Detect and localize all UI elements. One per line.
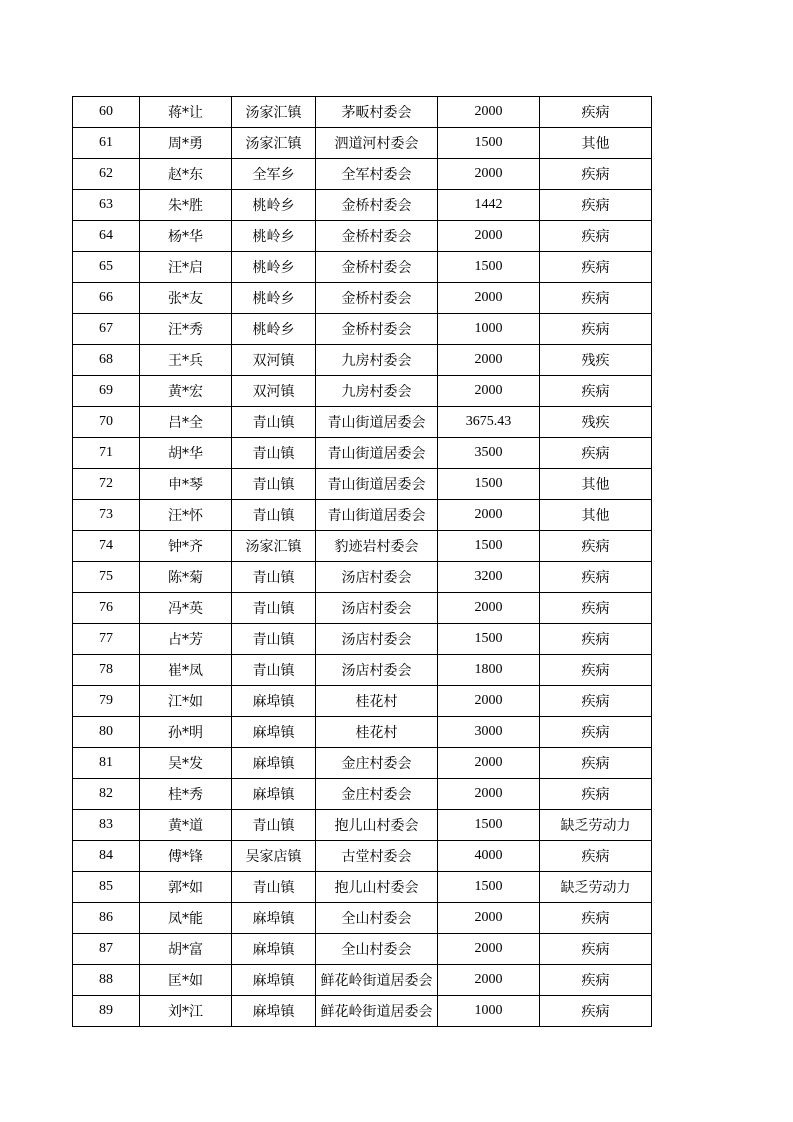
village-committee-cell: 茅畈村委会 — [316, 97, 438, 128]
row-number-cell: 79 — [73, 686, 140, 717]
township-cell: 麻埠镇 — [232, 965, 316, 996]
row-number-cell: 61 — [73, 128, 140, 159]
township-cell: 麻埠镇 — [232, 903, 316, 934]
amount-cell: 2000 — [438, 965, 540, 996]
township-cell: 青山镇 — [232, 500, 316, 531]
amount-cell: 2000 — [438, 345, 540, 376]
amount-cell: 1500 — [438, 872, 540, 903]
table-row — [73, 841, 652, 872]
table-row — [73, 593, 652, 624]
person-name-cell: 周*勇 — [140, 128, 232, 159]
table-row — [73, 996, 652, 1027]
person-name-cell: 杨*华 — [140, 221, 232, 252]
amount-cell: 2000 — [438, 221, 540, 252]
reason-cell: 疾病 — [540, 996, 652, 1027]
village-committee-cell: 金桥村委会 — [316, 252, 438, 283]
person-name-cell: 申*琴 — [140, 469, 232, 500]
row-number-cell: 72 — [73, 469, 140, 500]
person-name-cell: 汪*启 — [140, 252, 232, 283]
person-name-cell: 胡*华 — [140, 438, 232, 469]
row-number-cell: 82 — [73, 779, 140, 810]
table-row — [73, 345, 652, 376]
village-committee-cell: 抱儿山村委会 — [316, 872, 438, 903]
row-number-cell: 87 — [73, 934, 140, 965]
row-number-cell: 86 — [73, 903, 140, 934]
reason-cell: 疾病 — [540, 624, 652, 655]
amount-cell: 1800 — [438, 655, 540, 686]
village-committee-cell: 抱儿山村委会 — [316, 810, 438, 841]
table-row — [73, 748, 652, 779]
reason-cell: 疾病 — [540, 221, 652, 252]
township-cell: 吴家店镇 — [232, 841, 316, 872]
village-committee-cell: 鲜花岭街道居委会 — [316, 965, 438, 996]
amount-cell: 2000 — [438, 748, 540, 779]
person-name-cell: 占*芳 — [140, 624, 232, 655]
township-cell: 双河镇 — [232, 345, 316, 376]
township-cell: 麻埠镇 — [232, 748, 316, 779]
amount-cell: 2000 — [438, 376, 540, 407]
village-committee-cell: 金桥村委会 — [316, 190, 438, 221]
table-row — [73, 531, 652, 562]
township-cell: 麻埠镇 — [232, 717, 316, 748]
table-row — [73, 903, 652, 934]
row-number-cell: 85 — [73, 872, 140, 903]
township-cell: 青山镇 — [232, 469, 316, 500]
amount-cell: 1000 — [438, 314, 540, 345]
reason-cell: 疾病 — [540, 376, 652, 407]
person-name-cell: 凤*能 — [140, 903, 232, 934]
township-cell: 青山镇 — [232, 562, 316, 593]
reason-cell: 疾病 — [540, 717, 652, 748]
village-committee-cell: 古堂村委会 — [316, 841, 438, 872]
village-committee-cell: 豹迹岩村委会 — [316, 531, 438, 562]
reason-cell: 疾病 — [540, 593, 652, 624]
row-number-cell: 81 — [73, 748, 140, 779]
reason-cell: 其他 — [540, 128, 652, 159]
township-cell: 青山镇 — [232, 438, 316, 469]
reason-cell: 缺乏劳动力 — [540, 810, 652, 841]
row-number-cell: 68 — [73, 345, 140, 376]
table-row — [73, 965, 652, 996]
row-number-cell: 76 — [73, 593, 140, 624]
township-cell: 青山镇 — [232, 624, 316, 655]
table-row — [73, 314, 652, 345]
person-name-cell: 汪*怀 — [140, 500, 232, 531]
table-row — [73, 872, 652, 903]
row-number-cell: 64 — [73, 221, 140, 252]
person-name-cell: 吴*发 — [140, 748, 232, 779]
row-number-cell: 69 — [73, 376, 140, 407]
row-number-cell: 88 — [73, 965, 140, 996]
village-committee-cell: 青山街道居委会 — [316, 500, 438, 531]
village-committee-cell: 金庄村委会 — [316, 779, 438, 810]
person-name-cell: 朱*胜 — [140, 190, 232, 221]
person-name-cell: 傅*锋 — [140, 841, 232, 872]
township-cell: 桃岭乡 — [232, 283, 316, 314]
table-row — [73, 686, 652, 717]
person-name-cell: 吕*全 — [140, 407, 232, 438]
village-committee-cell: 鲜花岭街道居委会 — [316, 996, 438, 1027]
village-committee-cell: 桂花村 — [316, 717, 438, 748]
township-cell: 桃岭乡 — [232, 252, 316, 283]
reason-cell: 疾病 — [540, 97, 652, 128]
reason-cell: 疾病 — [540, 562, 652, 593]
amount-cell: 1500 — [438, 531, 540, 562]
village-committee-cell: 全军村委会 — [316, 159, 438, 190]
township-cell: 汤家汇镇 — [232, 128, 316, 159]
row-number-cell: 65 — [73, 252, 140, 283]
village-committee-cell: 青山街道居委会 — [316, 438, 438, 469]
amount-cell: 2000 — [438, 779, 540, 810]
table-row — [73, 624, 652, 655]
table-row — [73, 97, 652, 128]
person-name-cell: 刘*江 — [140, 996, 232, 1027]
reason-cell: 残疾 — [540, 407, 652, 438]
table-row — [73, 252, 652, 283]
table-row — [73, 376, 652, 407]
reason-cell: 疾病 — [540, 965, 652, 996]
person-name-cell: 黄*宏 — [140, 376, 232, 407]
amount-cell: 1500 — [438, 252, 540, 283]
amount-cell: 1500 — [438, 469, 540, 500]
amount-cell: 4000 — [438, 841, 540, 872]
reason-cell: 疾病 — [540, 779, 652, 810]
reason-cell: 缺乏劳动力 — [540, 872, 652, 903]
row-number-cell: 77 — [73, 624, 140, 655]
person-name-cell: 冯*英 — [140, 593, 232, 624]
village-committee-cell: 汤店村委会 — [316, 562, 438, 593]
reason-cell: 疾病 — [540, 686, 652, 717]
row-number-cell: 78 — [73, 655, 140, 686]
reason-cell: 疾病 — [540, 655, 652, 686]
person-name-cell: 郭*如 — [140, 872, 232, 903]
row-number-cell: 60 — [73, 97, 140, 128]
table-row — [73, 717, 652, 748]
village-committee-cell: 金桥村委会 — [316, 314, 438, 345]
person-name-cell: 黄*道 — [140, 810, 232, 841]
relief-table — [72, 96, 652, 1027]
relief-table-container — [72, 96, 651, 1027]
row-number-cell: 80 — [73, 717, 140, 748]
village-committee-cell: 桂花村 — [316, 686, 438, 717]
reason-cell: 疾病 — [540, 314, 652, 345]
township-cell: 麻埠镇 — [232, 686, 316, 717]
amount-cell: 2000 — [438, 593, 540, 624]
amount-cell: 3675.43 — [438, 407, 540, 438]
row-number-cell: 74 — [73, 531, 140, 562]
township-cell: 汤家汇镇 — [232, 531, 316, 562]
township-cell: 麻埠镇 — [232, 779, 316, 810]
township-cell: 青山镇 — [232, 655, 316, 686]
township-cell: 麻埠镇 — [232, 996, 316, 1027]
row-number-cell: 71 — [73, 438, 140, 469]
reason-cell: 疾病 — [540, 841, 652, 872]
person-name-cell: 陈*菊 — [140, 562, 232, 593]
reason-cell: 残疾 — [540, 345, 652, 376]
table-row — [73, 469, 652, 500]
amount-cell: 2000 — [438, 934, 540, 965]
reason-cell: 疾病 — [540, 934, 652, 965]
amount-cell: 1442 — [438, 190, 540, 221]
row-number-cell: 67 — [73, 314, 140, 345]
village-committee-cell: 九房村委会 — [316, 376, 438, 407]
township-cell: 汤家汇镇 — [232, 97, 316, 128]
table-row — [73, 283, 652, 314]
table-row — [73, 159, 652, 190]
table-row — [73, 779, 652, 810]
amount-cell: 1500 — [438, 128, 540, 159]
village-committee-cell: 金庄村委会 — [316, 748, 438, 779]
village-committee-cell: 汤店村委会 — [316, 624, 438, 655]
amount-cell: 1500 — [438, 810, 540, 841]
township-cell: 青山镇 — [232, 810, 316, 841]
row-number-cell: 62 — [73, 159, 140, 190]
amount-cell: 1000 — [438, 996, 540, 1027]
reason-cell: 疾病 — [540, 159, 652, 190]
reason-cell: 疾病 — [540, 283, 652, 314]
village-committee-cell: 九房村委会 — [316, 345, 438, 376]
reason-cell: 疾病 — [540, 438, 652, 469]
amount-cell: 1500 — [438, 624, 540, 655]
township-cell: 全军乡 — [232, 159, 316, 190]
township-cell: 麻埠镇 — [232, 934, 316, 965]
table-row — [73, 934, 652, 965]
person-name-cell: 匡*如 — [140, 965, 232, 996]
township-cell: 青山镇 — [232, 593, 316, 624]
village-committee-cell: 汤店村委会 — [316, 655, 438, 686]
table-row — [73, 221, 652, 252]
table-row — [73, 190, 652, 221]
row-number-cell: 70 — [73, 407, 140, 438]
person-name-cell: 蒋*让 — [140, 97, 232, 128]
amount-cell: 3200 — [438, 562, 540, 593]
amount-cell: 3000 — [438, 717, 540, 748]
township-cell: 桃岭乡 — [232, 190, 316, 221]
reason-cell: 疾病 — [540, 252, 652, 283]
table-body — [73, 97, 652, 1027]
reason-cell: 其他 — [540, 500, 652, 531]
village-committee-cell: 汤店村委会 — [316, 593, 438, 624]
village-committee-cell: 青山街道居委会 — [316, 469, 438, 500]
amount-cell: 3500 — [438, 438, 540, 469]
amount-cell: 2000 — [438, 283, 540, 314]
village-committee-cell: 青山街道居委会 — [316, 407, 438, 438]
row-number-cell: 63 — [73, 190, 140, 221]
reason-cell: 其他 — [540, 469, 652, 500]
table-row — [73, 500, 652, 531]
amount-cell: 2000 — [438, 903, 540, 934]
village-committee-cell: 全山村委会 — [316, 934, 438, 965]
person-name-cell: 江*如 — [140, 686, 232, 717]
table-row — [73, 562, 652, 593]
table-row — [73, 810, 652, 841]
reason-cell: 疾病 — [540, 748, 652, 779]
row-number-cell: 84 — [73, 841, 140, 872]
township-cell: 桃岭乡 — [232, 314, 316, 345]
person-name-cell: 胡*富 — [140, 934, 232, 965]
reason-cell: 疾病 — [540, 903, 652, 934]
person-name-cell: 钟*齐 — [140, 531, 232, 562]
table-row — [73, 407, 652, 438]
table-row — [73, 438, 652, 469]
row-number-cell: 89 — [73, 996, 140, 1027]
table-row — [73, 655, 652, 686]
reason-cell: 疾病 — [540, 190, 652, 221]
row-number-cell: 73 — [73, 500, 140, 531]
person-name-cell: 孙*明 — [140, 717, 232, 748]
amount-cell: 2000 — [438, 686, 540, 717]
person-name-cell: 汪*秀 — [140, 314, 232, 345]
reason-cell: 疾病 — [540, 531, 652, 562]
person-name-cell: 桂*秀 — [140, 779, 232, 810]
township-cell: 双河镇 — [232, 376, 316, 407]
village-committee-cell: 泗道河村委会 — [316, 128, 438, 159]
row-number-cell: 75 — [73, 562, 140, 593]
township-cell: 青山镇 — [232, 407, 316, 438]
row-number-cell: 66 — [73, 283, 140, 314]
amount-cell: 2000 — [438, 159, 540, 190]
person-name-cell: 王*兵 — [140, 345, 232, 376]
amount-cell: 2000 — [438, 97, 540, 128]
table-row — [73, 128, 652, 159]
township-cell: 桃岭乡 — [232, 221, 316, 252]
row-number-cell: 83 — [73, 810, 140, 841]
village-committee-cell: 金桥村委会 — [316, 283, 438, 314]
person-name-cell: 赵*东 — [140, 159, 232, 190]
person-name-cell: 张*友 — [140, 283, 232, 314]
person-name-cell: 崔*凤 — [140, 655, 232, 686]
village-committee-cell: 金桥村委会 — [316, 221, 438, 252]
village-committee-cell: 全山村委会 — [316, 903, 438, 934]
township-cell: 青山镇 — [232, 872, 316, 903]
amount-cell: 2000 — [438, 500, 540, 531]
